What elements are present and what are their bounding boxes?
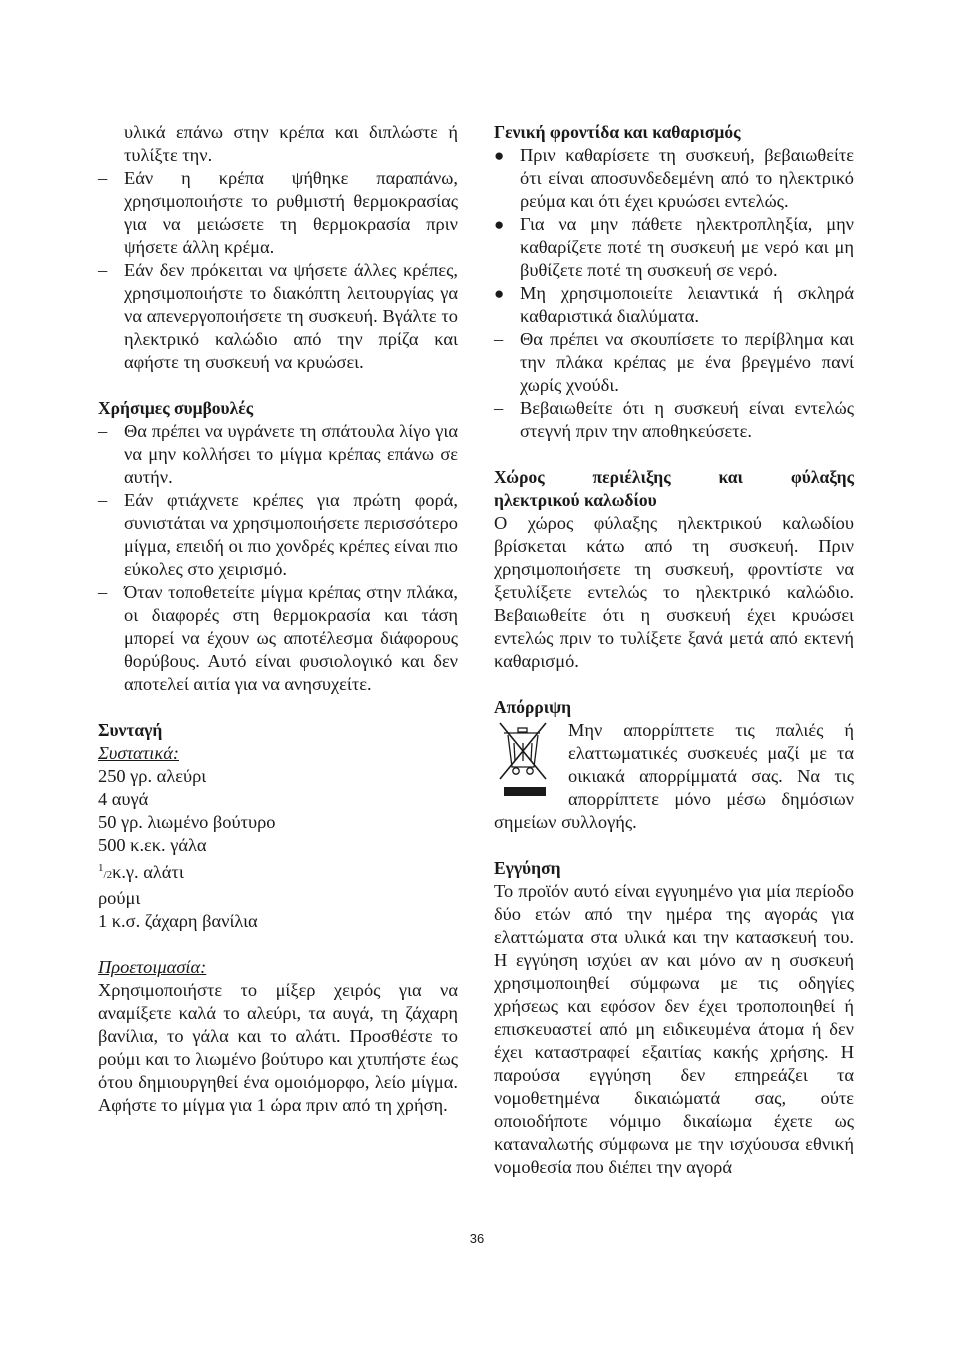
recipe-heading: Συνταγή — [98, 720, 163, 740]
ingredient-item: ρούμι — [98, 888, 141, 909]
tip-item — [98, 581, 458, 696]
tip-item — [98, 420, 458, 489]
care-dash-item — [494, 397, 854, 443]
disposal-heading: Απόρριψη — [494, 697, 572, 717]
tip-item — [98, 489, 458, 581]
bullet-marker: ● — [494, 215, 505, 234]
storage-heading-line-2: ηλεκτρικού καλωδίου — [494, 490, 657, 510]
list-item-text: Βεβαιωθείτε ότι η συσκευή είναι εντελώς στεγνή πριν την αποθηκεύσετε. — [520, 398, 854, 441]
disposal-section — [494, 719, 854, 834]
fraction-denominator: 2 — [106, 869, 113, 882]
list-item-text: Εάν η κρέπα ψήθηκε παραπάνω, χρησιμοποιήστε το ρυθμιστή θερμοκρασίας για να μειώσετε τη θερμοκρασία πριν ψήσετε άλλη κρέμα. — [124, 168, 458, 257]
dash-marker: – — [98, 421, 108, 441]
left-column — [98, 121, 458, 1117]
ingredient-text: κ.γ. αλάτι — [112, 862, 184, 883]
storage-heading-line-1: Χώρος περιέλιξης και φύλαξης — [494, 467, 854, 487]
dash-marker: – — [98, 260, 108, 280]
list-item-text: Πριν καθαρίσετε τη συσκευή, βεβαιωθείτε ότι είναι αποσυνδεδεμένη από το ηλεκτρικό ρεύμα και ότι έχει κρυώσει εντελώς. — [520, 145, 854, 211]
list-item-text: Εάν δεν πρόκειται να ψήσετε άλλες κρέπες, χρησιμοποιήστε το διακόπτη λειτουργίας γα να απενεργοποιήσετε τη συσκευή. Βγάλτε το ηλεκτρικό καλώδιο από την πρίζα και αφήστε τη συσκευή να κρυώσει. — [124, 260, 458, 372]
care-heading: Γενική φροντίδα και καθαρισμός — [494, 122, 741, 142]
bullet-marker: ● — [494, 284, 505, 303]
crossed-out-wheelie-bin-icon — [494, 719, 556, 801]
care-dash-item — [494, 328, 854, 397]
intro-list-item — [98, 167, 458, 259]
intro-continuation: υλικά επάνω στην κρέπα και διπλώστε ή τυλίξτε την. — [124, 122, 458, 165]
list-item-text: Εάν φτιάχνετε κρέπες για πρώτη φορά, συνιστάται να χρησιμοποιήσετε περισσότερο μίγμα, επειδή οι πιο χονδρές κρέπες είναι πιο εύκολες στο χειρισμό. — [124, 490, 458, 579]
care-bullet-item — [494, 282, 854, 328]
warranty-heading: Εγγύηση — [494, 858, 561, 878]
dash-marker: – — [98, 168, 108, 188]
storage-text: Ο χώρος φύλαξης ηλεκτρικού καλωδίου βρίσκεται κάτω από τη συσκευή. Πριν χρησιμοποιήσετε τη συσκευή, φροντίστε να ξετυλίξετε εντελώς το ηλεκτρικό καλώδιο. Βεβαιωθείτε ότι η συσκευή έχει κρυώσει εντελώς πριν το τυλίξετε ξανά μετά από εκτενή καθαρισμό. — [494, 513, 854, 671]
ingredient-item: 500 κ.εκ. γάλα — [98, 835, 207, 855]
list-item-text: Για να μην πάθετε ηλεκτροπληξία, μην καθαρίζετε ποτέ τη συσκευή με νερό και μη βυθίζετε ποτέ τη συσκευή σε νερό. — [520, 214, 854, 280]
warranty-text: Το προϊόν αυτό είναι εγγυημένο για μία περίοδο δύο ετών από την ημέρα της αγοράς για ελαττώματα στα υλικά και την κατασκευή του. Η εγγύηση ισχύει αν και μόνο αν η συσκευή χρησιμοποιηθεί σύμφωνα με τις οδηγίες χρήσεως και εφόσον δεν έχει τροποποιηθεί ή επισκευαστεί από μη ειδικευμένα άτομα ή δεν έχει καταστραφεί εξαιτίας κακής χρήσης. Η παρούσα εγγύηση δεν επηρεάζει τα νομοθετημένα δικαιώματά σας, ούτε οποιοδήποτε νόμιμο δικαίωμα έχετε ως καταναλωτής σύμφωνα με την ισχύουσα εθνική νομοθεσία που διέπει την αγορά — [494, 881, 854, 1177]
intro-list-item — [98, 259, 458, 374]
list-item-text: Θα πρέπει να υγράνετε τη σπάτουλα λίγο για να μην κολλήσει το μίγμα κρέπας επάνω σε αυτήν. — [124, 421, 458, 487]
list-item-text: Όταν τοποθετείτε μίγμα κρέπας στην πλάκα, οι διαφορές στη θερμοκρασία και τάση μπορεί να έχουν ως αποτέλεσμα διάφορους θορύβους. Αυτό είναι φυσιολογικό και δεν αποτελεί αιτία για να ανησυχείτε. — [124, 582, 458, 694]
storage-heading — [494, 466, 854, 489]
ingredient-item: 1 κ.σ. ζάχαρη βανίλια — [98, 911, 258, 932]
fraction-numerator: 1 — [98, 862, 104, 874]
preparation-text: Χρησιμοποιήστε το μίξερ χειρός για να αναμίξετε καλά το αλεύρι, τα αυγά, τη ζάχαρη βανίλια, το γάλα και το αλάτι. Προσθέστε το ρούμι και το λιωμένο βούτυρο και χτυπήστε έως ότου δημιουργηθεί ένα ομοιόμορφο, λείο μίγμα. Αφήστε το μίγμα για 1 ώρα πριν από τη χρήση. — [98, 980, 458, 1116]
dash-marker: – — [494, 329, 504, 349]
dash-marker: – — [98, 490, 108, 510]
ingredients-label: Συστατικά: — [98, 743, 179, 763]
right-column — [494, 121, 854, 1179]
preparation-label: Προετοιμασία: — [98, 957, 207, 978]
dash-marker: – — [98, 582, 108, 602]
ingredient-item: $^1$/2κ.γ. αλάτι — [98, 862, 184, 883]
care-bullet-item — [494, 144, 854, 213]
bin-underline-bar — [504, 787, 546, 796]
ingredient-item: 4 αυγά — [98, 789, 149, 809]
page-number: 36 — [469, 1231, 485, 1246]
list-item-text: Θα πρέπει να σκουπίσετε το περίβλημα και την πλάκα κρέπας με ένα βρεγμένο πανί χωρίς χνούδι. — [520, 329, 854, 395]
tips-heading: Χρήσιμες συμβουλές — [98, 398, 254, 418]
ingredient-item: 250 γρ. αλεύρι — [98, 766, 207, 786]
bullet-marker: ● — [494, 146, 505, 165]
care-bullet-item — [494, 213, 854, 282]
dash-marker: – — [494, 398, 504, 418]
ingredient-item: 50 γρ. λιωμένο βούτυρο — [98, 812, 276, 832]
disposal-text: Μην απορρίπτετε τις παλιές ή ελαττωματικές συσκευές μαζί με τα οικιακά απορρίμματά σας. Να τις απορρίπτετε μόνο μέσω δημόσιων σημείων συλλογής. — [494, 720, 854, 832]
list-item-text: Μη χρησιμοποιείτε λειαντικά ή σκληρά καθαριστικά διαλύματα. — [520, 283, 854, 326]
